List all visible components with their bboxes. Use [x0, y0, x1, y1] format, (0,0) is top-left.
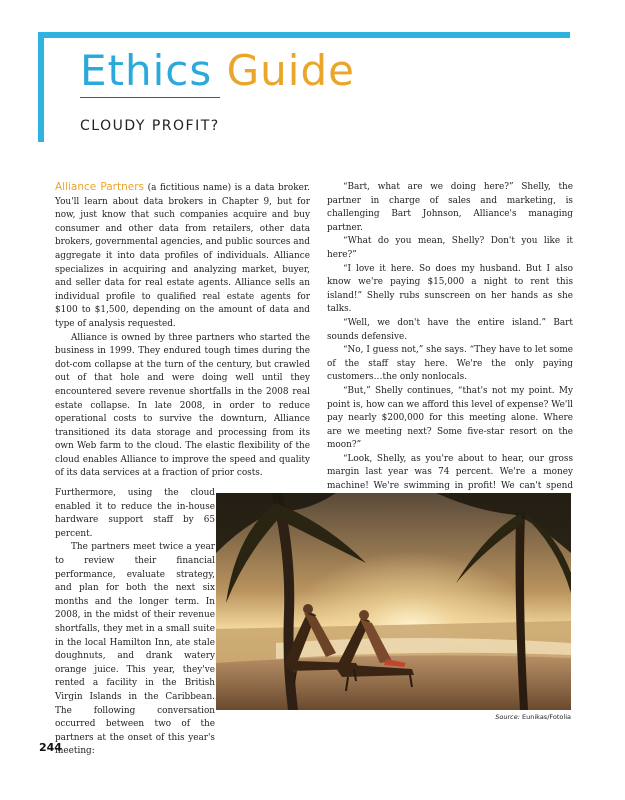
photo-caption: [450, 713, 571, 721]
right-paragraph: “What do you mean, Shelly? Don't you like it here?”: [327, 236, 573, 260]
section-subtitle: CLOUDY PROFIT?: [80, 118, 220, 134]
title-word-guide: Guide: [226, 46, 355, 95]
right-column: [327, 181, 573, 507]
accent-bar-left: [38, 32, 44, 142]
caption-credit: Eunikas/Fotolia: [519, 713, 571, 721]
title-word-ethics: Ethics: [80, 46, 213, 95]
left-paragraph-2: Alliance is owned by three partners who started the business in 1999. They endured tough times during the dot-com collapse at the turn of the century, but crawled out of that hole and were doing well until they encountered severe revenue shortfalls in the 2008 real estate collapse. In late 2008, in order to reduce operational costs to survive the downturn, Alliance transitioned its data storage and processing from its own Web farm to the cloud. The elastic flexibility of the cloud enables Alliance to improve the speed and quality of its data services at a fraction of prior costs.: [55, 332, 310, 479]
left-paragraph-1: [55, 181, 310, 332]
lead-company-name: Alliance Partners: [55, 181, 145, 193]
left-column-narrow: [55, 487, 215, 759]
page-title: [80, 46, 355, 95]
left-column: [55, 181, 310, 481]
page-number: 244: [39, 741, 62, 754]
beach-photo: [216, 493, 571, 710]
left-paragraph-1-text: (a fictitious name) is a data broker. You'll learn about data brokers in Chapter 9, but for now, just know that such companies acquire and buy consumer and other data from retailers, other data brokers, governmental agencies, and public sources and aggregate it into data profiles of individuals. Alliance specializes in acquiring and analyzing market, buyer, and seller data for real estate agents. Alliance sells an individual profile to qualified real estate agents for $100 to $1,500, depending on the amount of data and type of analysis requested.: [55, 183, 310, 329]
accent-bar-top: [38, 32, 570, 38]
left-paragraph-2-continued: Furthermore, using the cloud enabled it to reduce the in-house hardware support staff by 65 percent.: [55, 488, 215, 539]
right-paragraph: “Bart, what are we doing here?” Shelly, the partner in charge of sales and marketing, is challenging Bart Johnson, Alliance's managing partner.: [327, 182, 573, 233]
left-paragraph-3: The partners meet twice a year to review their financial performance, evaluate strategy, and plan for both the next six months and the longer term. In 2008, in the midst of their revenue shortfalls, they met in a small suite in the local Hamilton Inn, ate stale doughnuts, and drank watery orange juice. This year, they've rented a facility in the British Virgin Islands in the Caribbean. The following conversation occurred between two of the partners at the onset of this year's meeting:: [55, 542, 215, 757]
title-rule: [80, 97, 220, 98]
right-paragraph: “Well, we don't have the entire island.” Bart sounds defensive.: [327, 317, 573, 342]
right-paragraph: “No, I guess not,” she says. “They have to let some of the staff stay here. We're the only paying customers…the only nonlocals.: [327, 345, 573, 383]
caption-source-label: Source:: [495, 713, 520, 721]
right-paragraph: “I love it here. So does my husband. But I also know we're paying $15,000 a night to rent this island!” Shelly rubs sunscreen on her hands as she talks.: [327, 263, 573, 315]
right-paragraph: “Look, Shelly, as you're about to hear, our gross margin last year was 74 percent. We're a money machine! We're swimming in profit! We can't spend: [327, 453, 573, 492]
right-paragraph: “But,” Shelly continues, “that's not my point. My point is, how can we afford this level of expense? We'll pay nearly $200,000 for this meeting alone. Where are we meeting next? Some five-star resort on the moon?”: [327, 385, 573, 451]
